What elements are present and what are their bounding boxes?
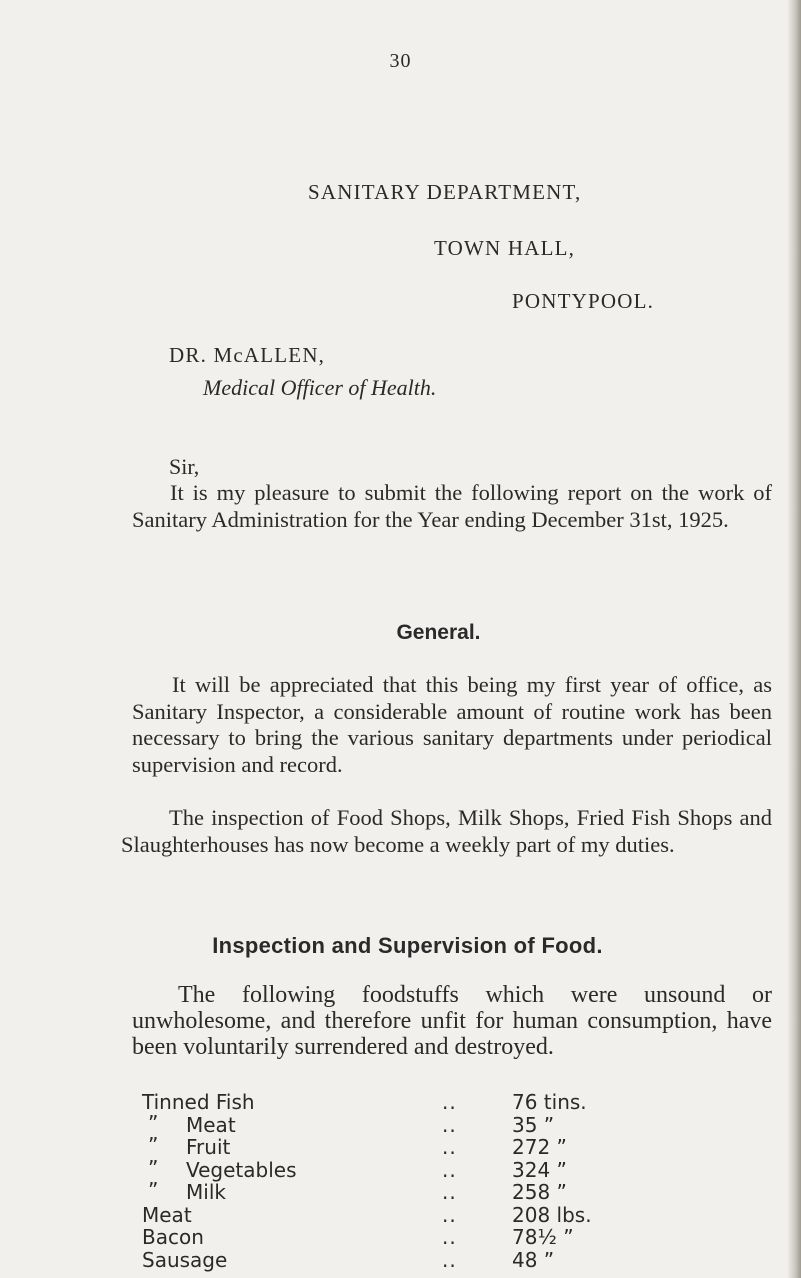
recipient-name: DR. McALLEN, xyxy=(169,343,326,367)
general-paragraph-1: It will be appreciated that this being my first year of office, as Sanitary Inspector, a considerable amount of routine work has been necessary to bring the various sanitary departments under periodical supervision and record. xyxy=(132,672,772,777)
item-quantity: 324 ” xyxy=(512,1157,567,1182)
address-line-2: TOWN HALL, xyxy=(434,236,576,260)
food-inspection-paragraph: The following foodstuffs which were unsound or unwholesome, and therefore unfit for human consumption, have been voluntarily surrendered and destroyed. xyxy=(132,982,772,1060)
item-quantity: 208 lbs. xyxy=(512,1202,592,1227)
table-row xyxy=(142,1203,622,1226)
item-quantity: 76 tins. xyxy=(512,1090,587,1114)
ditto-mark: ” xyxy=(148,1155,159,1180)
item-quantity: 258 ” xyxy=(512,1180,567,1204)
table-row xyxy=(142,1110,622,1137)
table-row xyxy=(142,1180,622,1203)
item-name: Meat xyxy=(186,1112,236,1137)
item-name: Meat xyxy=(142,1202,192,1227)
dot-leader: .. xyxy=(442,1112,457,1137)
table-row xyxy=(142,1248,622,1271)
page-number: 30 xyxy=(389,50,412,72)
dot-leader: .. xyxy=(442,1135,457,1159)
section-heading-food-inspection: Inspection and Supervision of Food. xyxy=(212,933,603,958)
dot-leader: .. xyxy=(442,1180,457,1204)
item-name: Tinned Fish xyxy=(142,1090,255,1114)
table-row xyxy=(142,1225,622,1248)
intro-paragraph: It is my pleasure to submit the following report on the work of Sanitary Administration for the Year ending December 31st, 1925. xyxy=(132,480,772,532)
item-name: Fruit xyxy=(186,1135,231,1159)
item-name: Sausage xyxy=(142,1247,228,1272)
address-line-1: SANITARY DEPARTMENT, xyxy=(308,180,582,204)
dot-leader: .. xyxy=(442,1247,457,1272)
dot-leader: .. xyxy=(442,1202,457,1227)
table-row xyxy=(142,1090,622,1113)
item-name: Bacon xyxy=(142,1225,204,1249)
item-quantity: 48 ” xyxy=(512,1247,555,1272)
dot-leader: .. xyxy=(442,1090,457,1114)
dot-leader: .. xyxy=(442,1157,457,1182)
item-name: Vegetables xyxy=(186,1157,297,1182)
item-name: Milk xyxy=(186,1180,226,1204)
item-quantity: 35 ” xyxy=(512,1112,555,1137)
general-paragraph-2: The inspection of Food Shops, Milk Shops, Fried Fish Shops and Slaughterhouses has now become a weekly part of my duties. xyxy=(121,805,772,857)
ditto-mark: ” xyxy=(148,1110,159,1135)
item-quantity: 272 ” xyxy=(512,1135,567,1159)
dot-leader: .. xyxy=(442,1225,457,1249)
salutation: Sir, xyxy=(169,454,200,479)
address-line-3: PONTYPOOL. xyxy=(512,289,655,313)
recipient-title: Medical Officer of Health. xyxy=(203,375,437,400)
foodstuffs-table xyxy=(142,1090,622,1270)
ditto-mark: ” xyxy=(148,1178,159,1202)
item-quantity: 78½ ” xyxy=(512,1225,574,1249)
table-row xyxy=(142,1155,622,1182)
table-row xyxy=(142,1135,622,1158)
ditto-mark: ” xyxy=(148,1133,159,1157)
section-heading-general: General. xyxy=(396,621,481,644)
